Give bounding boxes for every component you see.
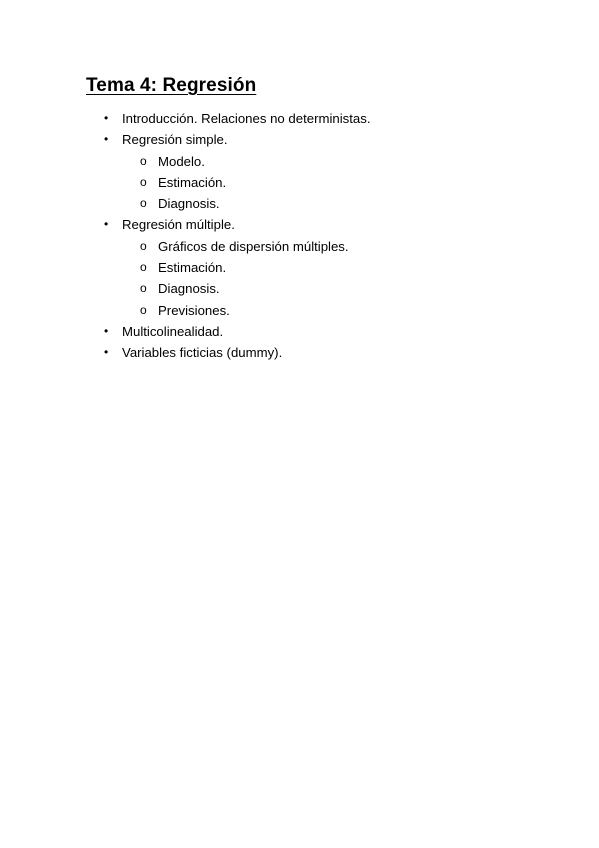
outline-item-text: Estimación.	[158, 260, 227, 276]
bullet-marker: •	[104, 132, 109, 147]
bullet-marker: •	[104, 345, 109, 360]
sub-bullet-marker: o	[140, 153, 147, 168]
outline-item-text: Introducción. Relaciones no deterministas.	[122, 111, 371, 126]
sub-bullet-marker: o	[140, 281, 147, 296]
outline-item-text: Regresión simple.	[122, 132, 228, 148]
sub-bullet-marker: o	[140, 174, 147, 189]
outline-item-text: Regresión múltiple.	[122, 217, 235, 233]
outline-item-text: Multicolinealidad.	[122, 323, 224, 339]
outline-item-text: Diagnosis.	[158, 281, 220, 297]
outline-item-text: Variables ficticias (dummy).	[122, 345, 283, 361]
sub-bullet-marker: o	[140, 196, 147, 211]
outline-item-text: Diagnosis.	[158, 196, 220, 212]
outline-item-text: Modelo.	[158, 153, 205, 169]
sub-bullet-marker: o	[140, 302, 147, 317]
bullet-marker: •	[104, 323, 109, 338]
sub-bullet-marker: o	[140, 260, 147, 275]
outline-item-text: Estimación.	[158, 174, 227, 190]
outline-item-text: Gráficos de dispersión múltiples.	[158, 238, 349, 254]
bullet-marker: •	[104, 111, 109, 125]
sub-bullet-marker: o	[140, 238, 147, 253]
bullet-marker: •	[104, 217, 109, 232]
page-title: Tema 4: Regresión	[86, 75, 257, 96]
outline-item-text: Previsiones.	[158, 302, 230, 318]
